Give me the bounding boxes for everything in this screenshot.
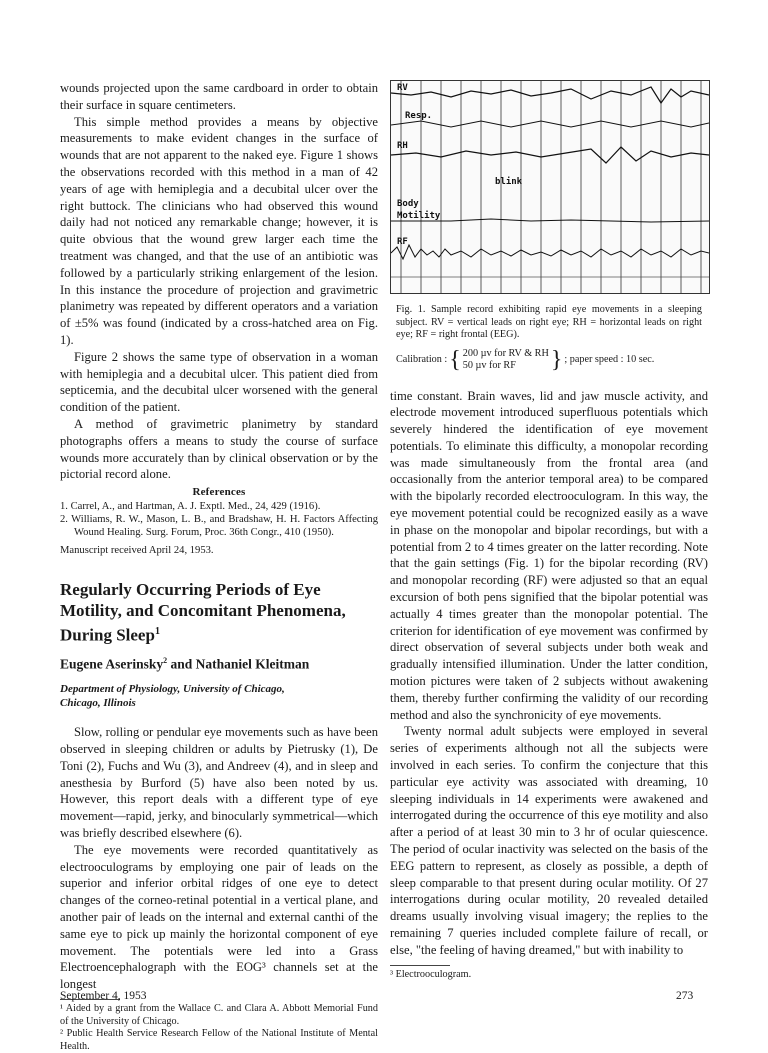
references-heading: References [192,486,246,499]
footnote-1: ¹ Aided by a grant from the Wallace C. and Clara A. Abbott Memorial Fund of the University of Chicago. [60,1003,378,1027]
left-brace-icon: { [449,346,461,373]
calibration-values [463,348,549,372]
affiliation-line-2: Chicago, Illinois [60,697,136,710]
figure-1-record [390,80,710,294]
manuscript-received: Manuscript received April 24, 1953. [60,545,214,557]
authors [60,656,378,673]
label-motility: Motility [397,211,441,221]
label-rh: RH [397,141,408,151]
label-rv: RV [397,83,408,93]
right-column [390,80,708,981]
footnote-divider [390,965,450,966]
author-1: Eugene Aserinsky [60,656,164,672]
paragraph: Slow, rolling or pendular eye movements such as have been observed in sleeping children or adults by Pietrusky (1), De Toni (2), Fuchs and Wu (3), and Andreev (4), and in sleep and anesthesia by Burford (5) have also been noted by us. However, this report deals with a different type of eye movement—rapid, jerky, and binocularly symmetrical—which was briefly described elsewhere (6). [60,725,378,841]
article-title-text: Regularly Occurring Periods of Eye Motility, and Concomitant Phenomena, During Sleep [60,580,346,645]
calibration-label: Calibration : [396,353,448,365]
footnote-2: ² Public Health Service Research Fellow of the National Institute of Mental Health. [60,1028,378,1052]
label-rf: RF [397,237,408,247]
time-grid [401,81,701,293]
label-resp: Resp. [405,111,433,121]
paragraph: Figure 2 shows the same type of observation in a woman with hemiplegia and a decubital ulcer. This patient died from septicemia, and the decubital ulcer worsened with the general condition of the patient. [60,349,378,415]
paragraph: A method of gravimetric planimetry by standard photographs offers a means to study the course of surface wounds more accurately than by clinical observation or by the pictorial record alone. [60,416,378,482]
paragraph: wounds projected upon the same cardboard in order to obtain their surface in square centimeters. [60,81,378,112]
footer-date: September 4, 1953 [60,990,147,1002]
title-footnote-mark: 1 [154,626,160,638]
eeg-trace-graphic [391,81,709,293]
left-column [60,80,378,1053]
footnote-3: ³ Electrooculogram. [390,968,472,980]
calibration-line [396,348,702,372]
page-number: 273 [676,990,694,1002]
paragraph: time constant. Brain waves, lid and jaw muscle activity, and electrode movement introduced superfluous potentials which severely hindered the identification of eye movement potentials. To eliminate this difficulty, a monopolar recording was made simultaneously from the frontal area (and occasionally from the anterior temporal area) to be compared with the bipolarly recorded electrooculogram. In this way, the eye movement potential could be recognized easily as a wave in phase on the monopolar and bipolar recordings, but with a potential from 2 to 4 times greater on the latter recording. Note that the gain settings (Fig. 1) for the bipolar recording (RV) and monopolar recording (RF) were adjusted so that an equal excursion of both pens signified that the bipolar potential was actually 4 times greater than the monopolar potential. The criterion for identification of eye movement was confirmed by direct observation of several subjects under both weak and gradually intensified illumination. Under the latter condition, motion pictures were taken of 2 subjects without awakening them, thereby further confirming the validity of our recording method and also the synchronicity of eye movements. [390,388,708,722]
author-2: and Nathaniel Kleitman [170,656,310,672]
label-body: Body [397,199,419,209]
paragraph: Twenty normal adult subjects were employed in several series of experiments although not all the subjects were involved in each series. To confirm the conjecture that this particular eye activity was associated with dreaming, 10 sleeping individuals in 14 experiments were awakened and interrogated during the occurrence of this eye motility and also after a period of at least 30 min to 3 hr of ocular quiescence. The period of ocular inactivity was selected on the basis of the EEG pattern to represent, as closely as possible, a depth of sleep comparable to that present during ocular motility. Of 27 interrogations during ocular motility, 20 revealed detailed dreams usually involving visual imagery; the replies to the remaining 7 queries included complete failure of recall, or else, "the feeling of having dreamed," but with inability to [390,724,708,957]
right-brace-icon: } [550,346,563,373]
calibration-rf: 50 µv for RF [462,359,516,371]
affiliation-line-1: Department of Physiology, University of Chicago, [60,683,285,696]
paper-speed: ; paper speed : 10 sec. [564,353,655,365]
affiliation [60,682,378,710]
paragraph: The eye movements were recorded quantitatively as electrooculograms by employing one pair of leads on the superior and inferior orbital ridges of one eye to detect changes of the corneo-retinal potential in a vertical plane, and another pair of leads on the internal and external canthi of the same eye to pick up mainly the horizontal component of eye movement. The potentials were led into a Grass Electroencephalograph with the EOG³ channels set at the longest [60,842,378,992]
reference-item: 2. Williams, R. W., Mason, L. B., and Bradshaw, H. H. Factors Affecting Wound Healing. Surg. Forum, Proc. 36th Congr., 410 (1950). [60,514,378,539]
figure-caption: Fig. 1. Sample record exhibiting rapid eye movements in a sleeping subject. RV = vertical leads on right eye; RH = horizontal leads on right eye; RF = right frontal (EEG). [396,304,702,340]
reference-item: 1. Carrel, A., and Hartman, A. J. Exptl. Med., 24, 429 (1916). [60,501,321,513]
calibration-rv-rh: 200 µv for RV & RH [462,347,549,359]
paragraph: This simple method provides a means by objective measurements to make evident changes in the surface of wounds that are not apparent to the naked eye. Figure 1 shows the observations recorded with this method in a man of 42 years of age with hemiplegia and a decubital ulcer over the right buttock. The clinicians who had observed this wound daily had not noticed any remarkable change; however, it is quite obvious that the wound grew larger each time the treatment was changed, and that the use of an antibiotic was followed by a particularly striking enlargement of the lesion. In this instance the procedure of projection and gravimetric planimetry was repeated by different operators and a variation of ±5% was found (indicated by a cross-hatched area on Fig. 1). [60,114,378,347]
author-1-footnote-mark: 2 [163,655,168,665]
article-title [60,579,378,646]
label-blink: blink [495,177,523,187]
